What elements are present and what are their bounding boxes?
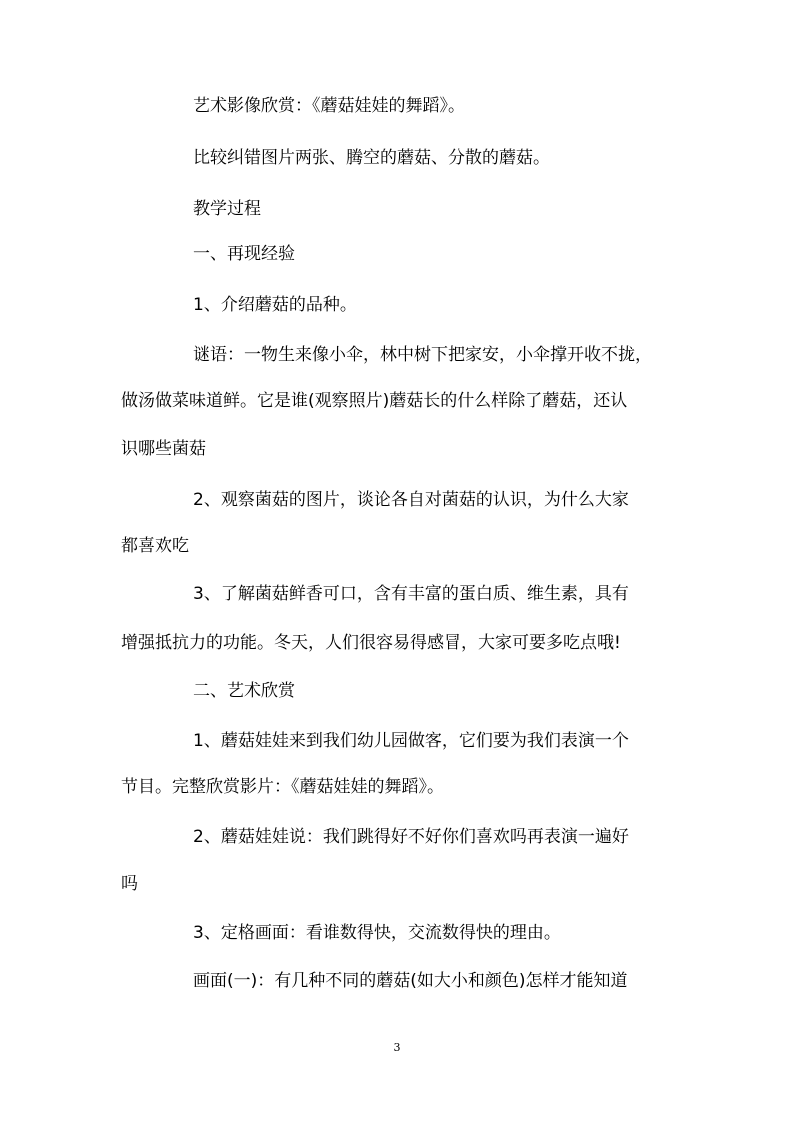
text-line: 节目。完整欣赏影片：《蘑菇娃娃的舞蹈》。 [121, 777, 444, 797]
text-line: 艺术影像欣赏：《蘑菇娃娃的舞蹈》。 [193, 96, 465, 116]
list-item: 1、介绍蘑菇的品种。 [193, 295, 357, 315]
list-item: 3、了解菌菇鲜香可口，含有丰富的蛋白质、维生素，具有 [193, 584, 629, 604]
page-number: 3 [393, 1041, 401, 1054]
text-line: 比较纠错图片两张、腾空的蘑菇、分散的蘑菇。 [193, 148, 550, 168]
text-line: 吗 [121, 874, 138, 894]
text-line: 画面(一)：有几种不同的蘑菇(如大小和颜色)怎样才能知道 [193, 971, 628, 991]
list-item: 3、定格画面：看谁数得快，交流数得快的理由。 [193, 923, 561, 943]
section-heading: 一、再现经验 [193, 244, 295, 264]
text-line: 都喜欢吃 [121, 536, 189, 556]
text-line: 识哪些菌菇 [121, 439, 206, 459]
section-heading: 教学过程 [193, 199, 261, 219]
section-heading: 二、艺术欣赏 [193, 681, 295, 701]
list-item: 1、蘑菇娃娃来到我们幼儿园做客，它们要为我们表演一个 [193, 731, 629, 751]
text-line: 做汤做菜味道鲜。它是谁(观察照片)蘑菇长的什么样除了蘑菇，还认 [121, 391, 628, 411]
list-item: 2、观察菌菇的图片，谈论各自对菌菇的认识，为什么大家 [193, 490, 629, 510]
text-line: 谜语：一物生来像小伞，林中树下把家安，小伞撑开收不拢， [193, 345, 652, 365]
list-item: 2、蘑菇娃娃说：我们跳得好不好你们喜欢吗再表演一遍好 [193, 827, 629, 847]
text-line: 增强抵抗力的功能。冬天，人们很容易得感冒，大家可要多吃点哦! [121, 633, 621, 653]
